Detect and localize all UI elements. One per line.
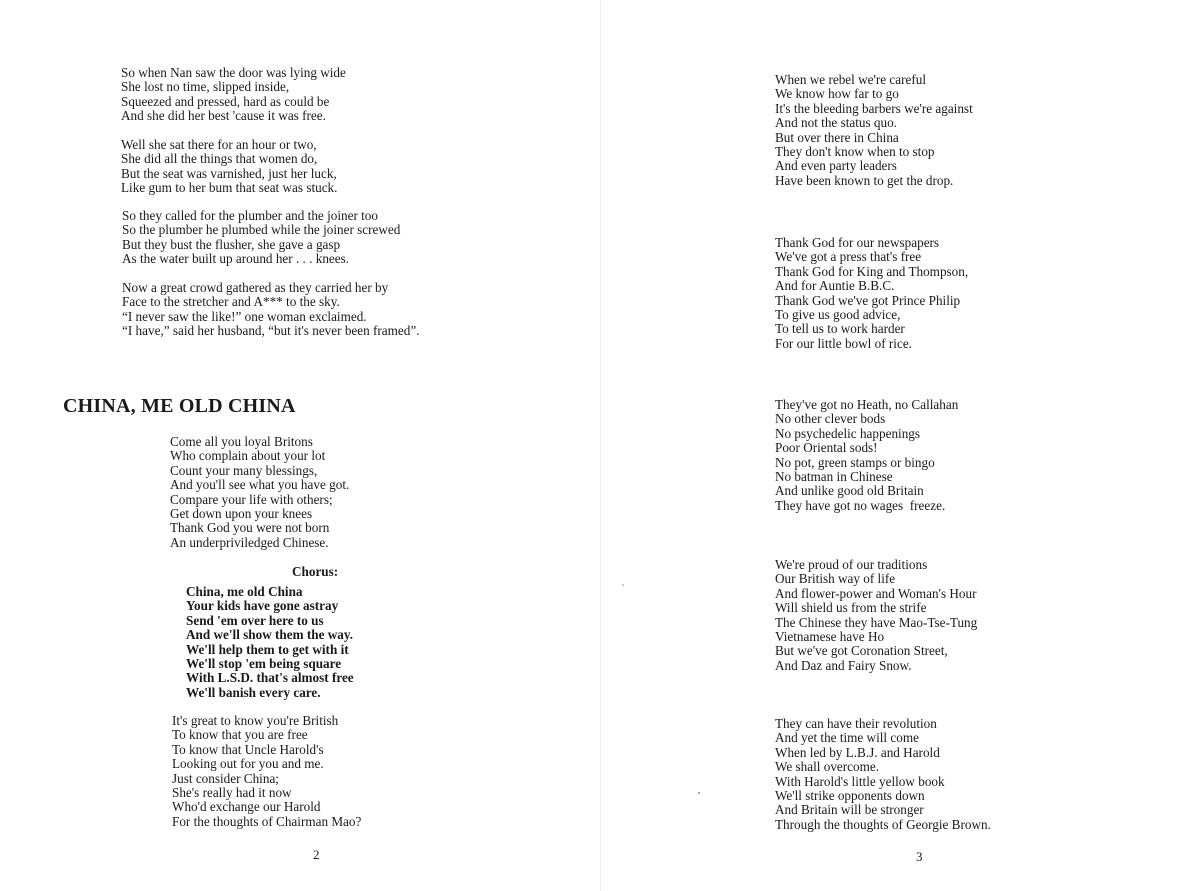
verse-line: “I have,” said her husband, “but it's never been framed”. (122, 323, 420, 339)
stanza (121, 66, 346, 124)
stanza (122, 209, 400, 267)
verse-line: And flower-power and Woman's Hour (775, 585, 977, 601)
verse-line: We've got a press that's free (775, 249, 922, 265)
verse-line: They don't know when to stop (775, 144, 935, 160)
verse-line: But over there in China (775, 129, 899, 145)
verse-line: For our little bowl of rice. (775, 335, 912, 351)
chorus-line: We'll stop 'em being square (186, 656, 342, 672)
verse-line: Will shield us from the strife (775, 600, 927, 616)
verse-line: Thank God for King and Thompson, (775, 263, 969, 279)
verse-line: The Chinese they have Mao-Tse-Tung (775, 614, 978, 630)
verse-line: “I never saw the like!” one woman exclaimed. (122, 308, 367, 324)
chorus-line: China, me old China (186, 584, 303, 599)
verse-line: She lost no time, slipped inside, (121, 79, 290, 95)
verse-line: For the thoughts of Chairman Mao? (172, 813, 362, 829)
stanza (122, 281, 420, 339)
stanza (775, 558, 977, 673)
verse-line: Come all you loyal Britons (170, 434, 313, 449)
verse-line: And Britain will be stronger (775, 802, 924, 818)
print-speck (622, 584, 624, 586)
chorus-line: We'll help them to get with it (186, 641, 349, 657)
verse-line: Who'd exchange our Harold (172, 799, 321, 815)
verse-line: And she did her best 'cause it was free. (121, 108, 326, 124)
verse-line: It's great to know you're British (172, 713, 339, 728)
verse-line: Like gum to her bum that seat was stuck. (121, 180, 338, 196)
verse-line: An underpriviledged Chinese. (170, 534, 329, 550)
verse-line: As the water built up around her . . . knees. (122, 251, 350, 267)
verse-line: Thank God we've got Prince Philip (775, 292, 961, 308)
verse-line: No psychedelic happenings (775, 425, 921, 441)
verse-line: To know that you are free (172, 727, 308, 743)
verse-line: But they bust the flusher, she gave a gasp (122, 236, 341, 252)
verse-line: Get down upon your knees (170, 506, 313, 522)
verse-line: Through the thoughts of Georgie Brown. (775, 816, 991, 832)
verse-line: We know how far to go (775, 86, 899, 102)
verse-line: They can have their revolution (775, 716, 937, 731)
verse-line: Well she sat there for an hour or two, (121, 137, 317, 152)
verse-line: Squeezed and pressed, hard as could be (121, 93, 330, 109)
verse-line: Our British way of life (775, 571, 896, 587)
verse-line: So when Nan saw the door was lying wide (121, 65, 346, 80)
verse-line: And even party leaders (775, 158, 897, 174)
verse-line: Count your many blessings, (170, 462, 318, 478)
page-number: 2 (313, 847, 320, 862)
verse-line: Face to the stretcher and A*** to the sky. (122, 294, 340, 310)
verse-line: To know that Uncle Harold's (172, 741, 324, 757)
verse-line: Compare your life with others; (170, 491, 333, 507)
verse-line: They've got no Heath, no Callahan (775, 397, 959, 412)
chorus-label: Chorus: (292, 564, 339, 579)
verse-line: And you'll see what you have got. (170, 477, 350, 493)
verse-line: She did all the things that women do, (121, 151, 318, 167)
verse-line: Just consider China; (172, 770, 279, 786)
verse-line: To tell us to work harder (775, 321, 905, 337)
verse-line: We'll strike opponents down (775, 788, 925, 804)
verse-line: It's the bleeding barbers we're against (775, 100, 973, 116)
verse-line: When led by L.B.J. and Harold (775, 744, 940, 760)
verse-line: Looking out for you and me. (172, 756, 324, 772)
verse-line: We're proud of our traditions (775, 557, 928, 572)
verse-line: And for Auntie B.B.C. (775, 278, 895, 294)
verse-line: We shall overcome. (775, 759, 880, 775)
print-speck (698, 792, 700, 794)
song-verse (172, 714, 361, 829)
page-gutter (600, 0, 601, 891)
verse-line: Now a great crowd gathered as they carried her by (122, 280, 389, 295)
verse-line: They have got no wages freeze. (775, 497, 946, 513)
chorus-line: We'll banish every care. (186, 684, 321, 700)
verse-line: And Daz and Fairy Snow. (775, 657, 912, 673)
verse-line: Thank God you were not born (170, 520, 330, 536)
stanza (775, 236, 968, 351)
verse-line: Who complain about your lot (170, 448, 326, 464)
stanza (775, 398, 958, 513)
verse-line: And not the status quo. (775, 115, 897, 131)
song-verse (170, 435, 349, 550)
verse-line: To give us good advice, (775, 307, 901, 323)
verse-line: But we've got Coronation Street, (775, 643, 948, 659)
verse-line: Have been known to get the drop. (775, 172, 954, 188)
verse-line: Vietnamese have Ho (775, 629, 885, 645)
chorus-line: Send 'em over here to us (186, 612, 324, 628)
stanza (775, 73, 973, 188)
stanza (121, 138, 337, 196)
chorus-line: Your kids have gone astray (186, 598, 339, 614)
chorus-line: And we'll show them the way. (186, 627, 354, 643)
verse-line: So the plumber he plumbed while the joiner screwed (122, 222, 401, 238)
verse-line: No other clever bods (775, 411, 886, 427)
verse-line: With Harold's little yellow book (775, 773, 945, 789)
verse-line: So they called for the plumber and the joiner too (122, 208, 378, 223)
verse-line: No pot, green stamps or bingo (775, 454, 935, 470)
verse-line: But the seat was varnished, just her luck, (121, 165, 337, 181)
stanza (775, 717, 991, 832)
verse-line: And yet the time will come (775, 730, 919, 746)
verse-line: No batman in Chinese (775, 469, 893, 485)
verse-line: And unlike good old Britain (775, 483, 924, 499)
chorus (186, 585, 354, 700)
song-title: CHINA, ME OLD CHINA (63, 395, 296, 417)
chorus-line: With L.S.D. that's almost free (186, 670, 354, 686)
verse-line: Poor Oriental sods! (775, 440, 878, 456)
verse-line: She's really had it now (172, 785, 292, 801)
verse-line: Thank God for our newspapers (775, 235, 940, 250)
page-number: 3 (916, 849, 923, 864)
verse-line: When we rebel we're careful (775, 72, 927, 87)
